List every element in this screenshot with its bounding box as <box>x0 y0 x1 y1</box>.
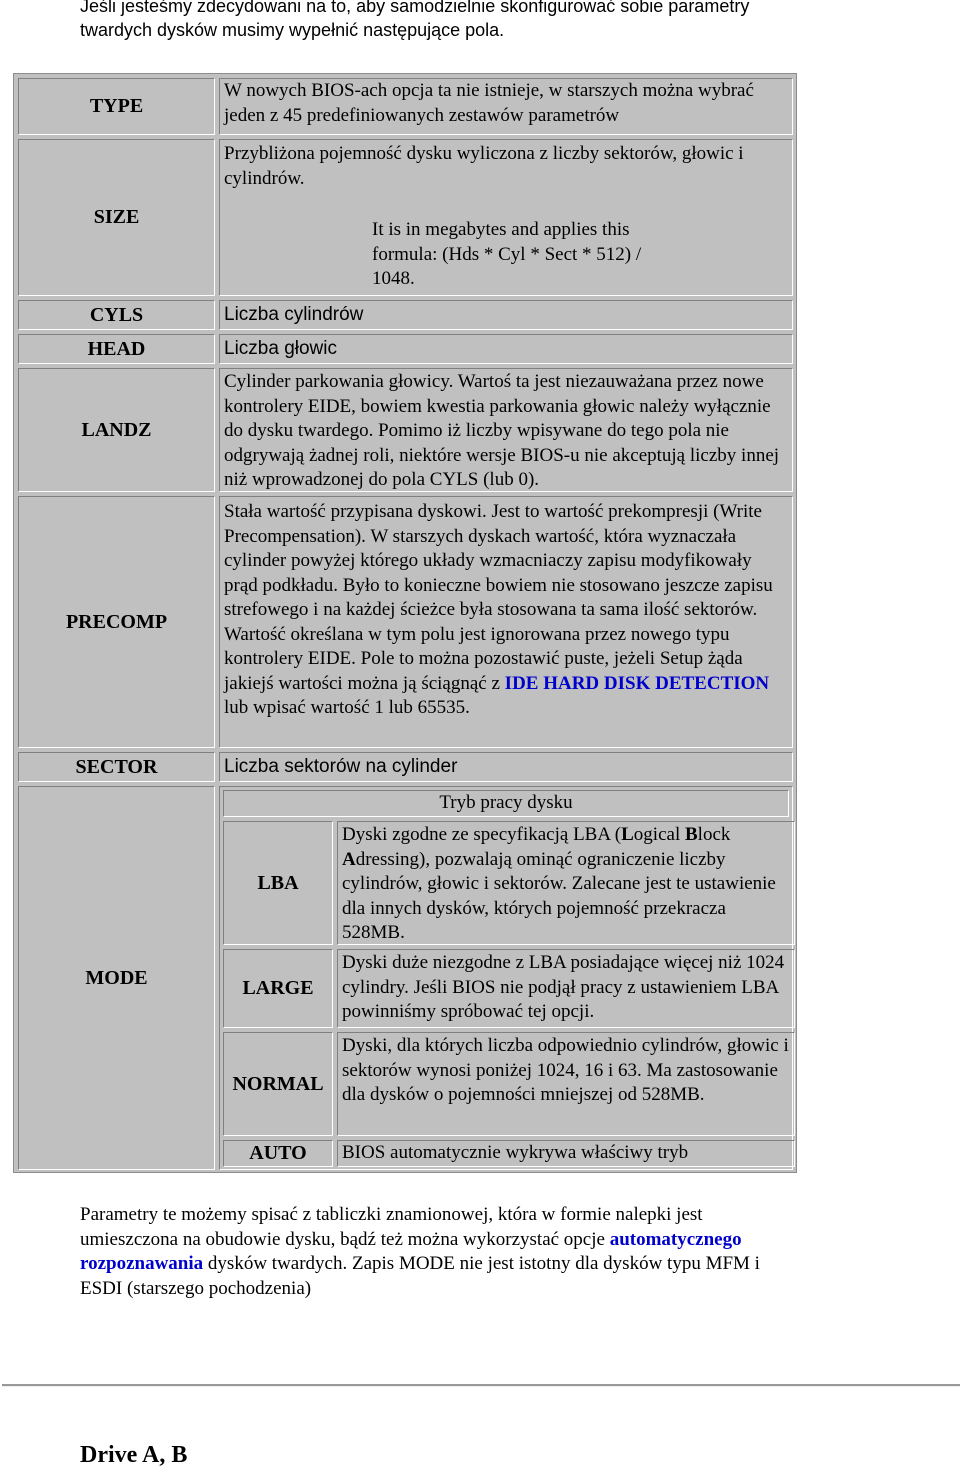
label-size: SIZE <box>18 139 215 296</box>
precomp-text-before: Stała wartość przypisana dyskowi. Jest to wartość prekompresji (Write Precompensation). W starszych dyskach wartość, która wyznaczała cylinder powyżej którego układy wzmacniaczy zapisu modyfikowały prąd podkładu. Było to konieczne bowiem nie stosowano jeszcze zapisu strefowego i na każdej ścieżce była stosowana ta sama ilość sektorów. Wartość określana w tym polu jest ignorowana przez nowego typu kontrolery EIDE. Pole to można pozostawić puste, jeżeli Setup żąda jakiejś wartości można ją ściągnąć z <box>224 501 773 694</box>
desc-landz: Cylinder parkowania głowicy. Wartoś ta jest niezauważana przez nowe kontrolery EIDE, bowiem kwestia parkowania głowic należy wyłącznie do dysku twardego. Pomimo iż liczby wpisywane do tego pola nie odgrywają żadnej roli, niektóre wersje BIOS-u nie akceptują liczby innej niż wprowadzonej do pola CYLS (lub 0). <box>219 368 793 492</box>
intro-paragraph: Jeśli jesteśmy zdecydowani na to, aby samodzielnie skonfigurować sobie parametry twardych dysków musimy wypełnić następujące pola. <box>80 0 750 40</box>
desc-precomp <box>219 496 793 748</box>
label-mode: MODE <box>18 786 215 1170</box>
lba-text-4: dressing), pozwalają ominąć ograniczenie liczby cylindrów, głowic i sektorów. Zalecane jest te ustawienie dla innych dysków, których pojemność przekracza 528MB. <box>342 848 776 943</box>
lba-bold-l: L <box>621 824 634 845</box>
ide-hard-disk-detection-link[interactable]: IDE HARD DISK DETECTION <box>504 672 770 694</box>
lba-bold-a: A <box>342 848 356 870</box>
lba-text-1: Dyski zgodne ze specyfikacją LBA ( <box>342 824 622 845</box>
mode-large-desc: Dyski duże niezgodne z LBA posiadające więcej niż 1024 cylindry. Jeśli BIOS nie podjął pracy z ustawieniem LBA powinniśmy spróbować tej opcji. <box>337 949 795 1028</box>
horizontal-rule <box>2 1384 960 1387</box>
mode-header: Tryb pracy dysku <box>223 790 789 817</box>
mode-normal-label: NORMAL <box>223 1032 333 1136</box>
label-landz: LANDZ <box>18 368 215 492</box>
lba-text-2: ogical <box>633 824 685 845</box>
label-precomp: PRECOMP <box>18 496 215 748</box>
lba-bold-b: B <box>684 824 698 845</box>
bios-parameters-table <box>13 73 797 1173</box>
mode-auto-desc: BIOS automatycznie wykrywa właściwy tryb <box>337 1140 795 1167</box>
mode-lba-desc <box>337 821 795 945</box>
desc-sector: Liczba sektorów na cylinder <box>219 752 793 782</box>
auto-detection-link[interactable]: automatycznego rozpoznawania <box>80 1228 742 1274</box>
section-heading: Drive A, B <box>80 1442 188 1468</box>
label-cyls: CYLS <box>18 300 215 330</box>
mode-subtable <box>219 786 793 1170</box>
label-head: HEAD <box>18 334 215 364</box>
mode-lba-label: LBA <box>223 821 333 945</box>
size-formula-note: It is in megabytes and applies this formula: (Hds * Cyl * Sect * 512) / 1048. <box>372 219 642 289</box>
desc-cyls: Liczba cylindrów <box>219 300 793 330</box>
mode-normal-desc: Dyski, dla których liczba odpowiednio cylindrów, głowic i sektorów wynosi poniżej 1024, 16 i 63. Ma zastosowanie dla dysków o pojemności mniejszej od 528MB. <box>337 1032 795 1136</box>
mode-auto-label: AUTO <box>223 1140 333 1167</box>
lba-text-3: lock <box>697 824 731 845</box>
outro-text-after: dysków twardych. Zapis MODE nie jest istotny dla dysków typu MFM i ESDI (starszego pochodzenia) <box>80 1253 760 1299</box>
desc-head: Liczba głowic <box>219 334 793 364</box>
precomp-text-after: lub wpisać wartość 1 lub 65535. <box>224 697 470 718</box>
label-sector: SECTOR <box>18 752 215 782</box>
mode-large-label: LARGE <box>223 949 333 1028</box>
desc-type: W nowych BIOS-ach opcja ta nie istnieje, w starszych można wybrać jeden z 45 predefiniowanych zestawów parametrów <box>219 78 793 135</box>
outro-paragraph <box>80 1203 760 1301</box>
outro-text-before: Parametry te możemy spisać z tabliczki znamionowej, która w formie nalepki jest umieszczona na obudowie dysku, bądź też można wykorzystać opcje <box>80 1204 703 1250</box>
label-type: TYPE <box>18 78 215 135</box>
desc-size <box>219 139 793 296</box>
size-description: Przybliżona pojemność dysku wyliczona z liczby sektorów, głowic i cylindrów. <box>224 143 744 189</box>
